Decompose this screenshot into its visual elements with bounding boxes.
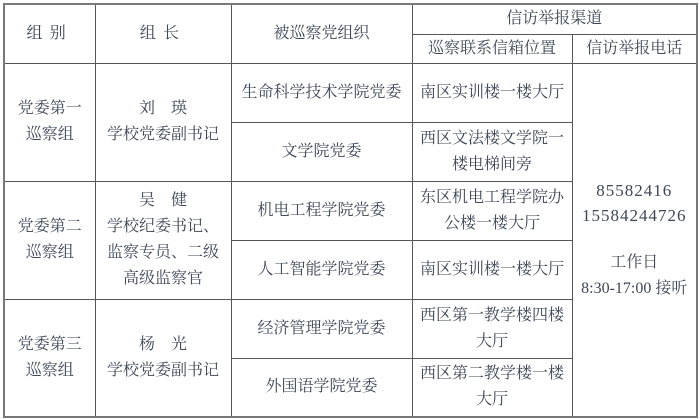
phone-cell [572,63,697,417]
leader-cell-3 [95,299,231,417]
phone-number: 15584244726 [582,205,687,225]
group-name-line: 党委第二 [17,218,82,235]
leader-name: 杨 光 [138,335,187,353]
org-cell: 外国语学院党委 [231,358,412,417]
leader-title: 学校党委副书记 [106,126,219,143]
phone-number: 85582416 [596,180,673,200]
leader-cell-1 [95,63,231,181]
org-cell: 人工智能学院党委 [231,240,412,299]
group-name-line: 巡察组 [25,244,74,261]
mailbox-cell: 西区第二教学楼一楼大厅 [412,358,572,417]
leader-name: 刘 瑛 [138,100,187,117]
group-name-line: 党委第一 [17,100,82,117]
inspection-channels-table [3,3,698,418]
mailbox-cell: 南区实训楼一楼大厅 [412,240,572,299]
mailbox-cell: 东区机电工程学院办公楼一楼大厅 [412,181,572,240]
table-row [4,63,697,122]
header-cell-org: 被巡察党组织 [231,4,412,63]
header-cell-mailbox: 巡察联系信箱位置 [412,34,572,63]
group-name-cell-3 [4,299,95,417]
phone-schedule-line: 工作日 [610,253,659,271]
group-name-line: 巡察组 [25,361,74,379]
org-cell: 文学院党委 [231,122,412,181]
org-cell: 生命科学技术学院党委 [231,63,412,122]
mailbox-cell: 西区第一教学楼四楼大厅 [412,299,572,358]
header-cell-phone: 信访举报电话 [572,34,697,63]
mailbox-cell: 南区实训楼一楼大厅 [412,63,572,122]
leader-title: 学校党委副书记 [106,361,219,379]
org-cell: 经济管理学院党委 [231,299,412,358]
header-cell-channel: 信访举报渠道 [412,4,697,34]
group-name-cell-2 [4,181,95,299]
org-cell: 机电工程学院党委 [231,181,412,240]
group-name-line: 党委第三 [17,335,82,353]
group-name-cell-1 [4,63,95,181]
phone-schedule-line: 8:30-17:00 接听 [581,279,688,297]
leader-name: 吴 健 [138,192,187,209]
group-name-line: 巡察组 [25,126,74,143]
leader-title: 学校纪委书记、监察专员、二级高级监察官 [106,218,219,287]
leader-cell-2 [95,181,231,299]
mailbox-cell: 西区文法楼文学院一楼电梯间旁 [412,122,572,181]
header-cell-group: 组别 [4,4,95,63]
header-row-1 [4,4,697,34]
header-cell-leader: 组长 [95,4,231,63]
